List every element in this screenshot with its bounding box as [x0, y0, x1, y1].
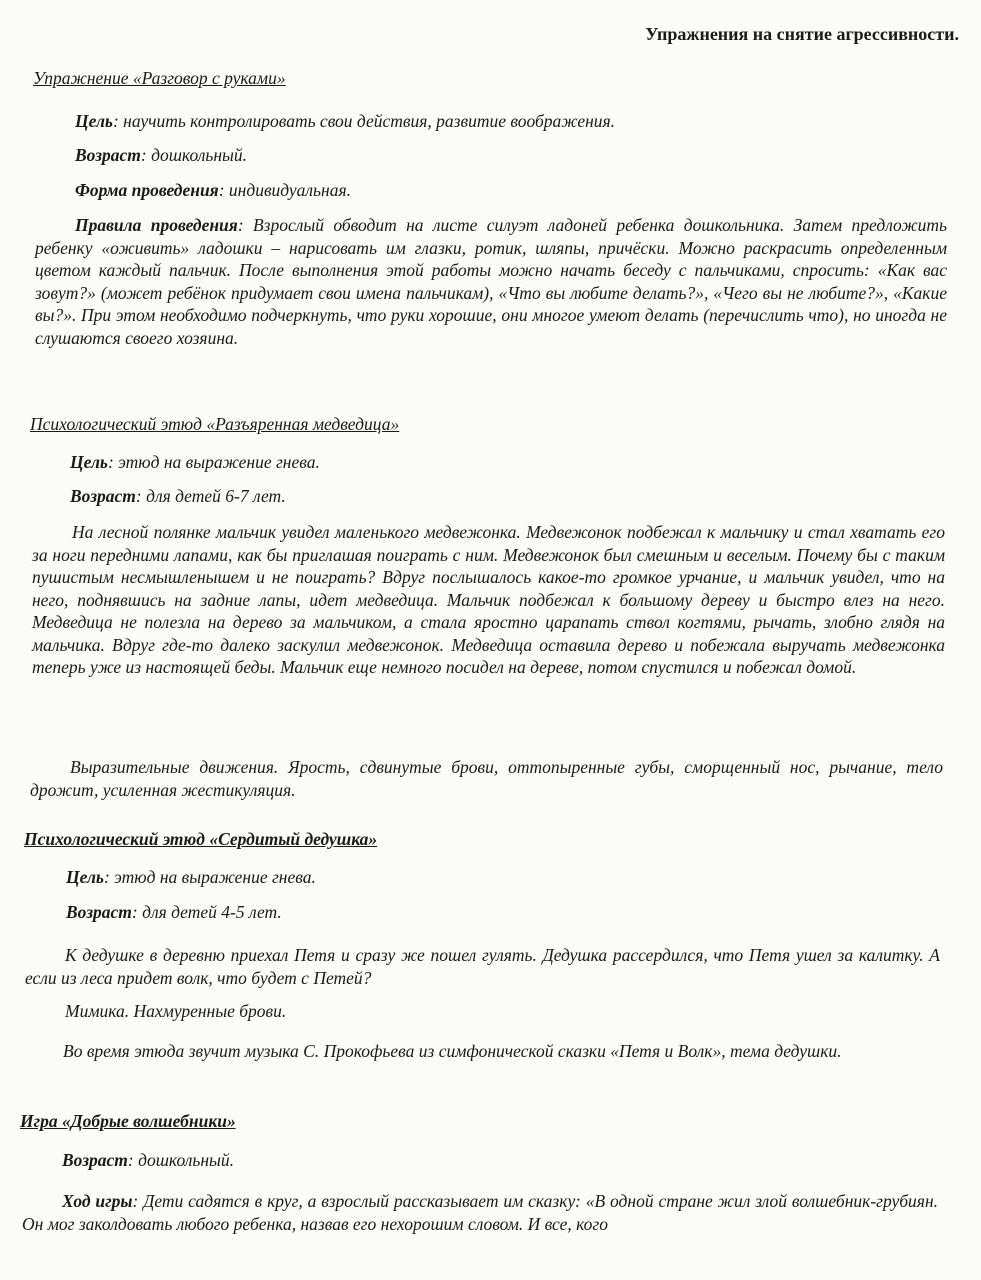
rules-text: : Взрослый обводит на листе силуэт ладоней ребенка дошкольника. Затем предложить ребенку «оживить» ладошки – нарисовать им глазки, ротик, шляпы, причёски. Можно раскрасить определенным цветом каждый пальчик. После выполнения этой работы можно начать беседу с пальчиками, спросить: «Как вас зовут?» (может ребёнок придумает свои имена пальчикам), «Что вы любите делать?», «Чего вы не любите?», «Какие вы?». При этом необходимо подчеркнуть, что руки хорошие, они многое умеют делать (перечислить что), но иногда не слушаются своего хозяина. — [35, 215, 947, 348]
goal-line — [70, 451, 940, 474]
goal-label: Цель — [70, 452, 108, 472]
age-line — [75, 144, 945, 167]
story-paragraph: К дедушке в деревню приехал Петя и сразу же пошел гулять. Дедушка рассердился, что Петя ушел за калитку. А если из леса придет волк, что будет с Петей? — [25, 945, 940, 988]
goal-label: Цель — [75, 111, 113, 131]
section-heading-angry-bear: Психологический этюд «Разъяренная медведица» — [30, 414, 400, 434]
age-text: : дошкольный. — [140, 145, 248, 165]
goal-text: : этюд на выражение гнева. — [103, 867, 316, 887]
movements-paragraph: Выразительные движения. Ярость, сдвинутые брови, оттопыренные губы, сморщенный нос, рычание, тело дрожит, усиленная жестикуляция. — [30, 757, 943, 800]
form-label: Форма проведения — [75, 180, 219, 200]
story-paragraph: На лесной полянке мальчик увидел маленького медвежонка. Медвежонок подбежал к мальчику и стал хватать его за ноги передними лапами, как бы приглашая поиграть с ним. Медвежонок был смешным и веселым. Почему бы с таким пушистым несмышленышем и не поиграть? Вдруг послышалось какое-то громкое урчание, и мальчик увидел, что на него, поднявшись на задние лапы, идет медведица. Мальчик подбежал к большому дереву и быстро влез на него. Медведица не полезла на дерево за мальчиком, а стала яростно царапать ствол когтями, рычать, злобно глядя на мальчика. Вдруг где-то далеко заскулил медвежонок. Медведица оставила дерево и побежала выручать медвежонка теперь уже из настоящей беды. Мальчик еще немного посидел на дереве, потом спустился и побежал домой. — [32, 522, 945, 677]
age-text: : дошкольный. — [127, 1150, 235, 1170]
section-heading-good-wizards: Игра «Добрые волшебники» — [20, 1111, 236, 1131]
form-text: : индивидуальная. — [218, 180, 351, 200]
age-label: Возраст — [75, 145, 141, 165]
age-line — [66, 901, 936, 924]
age-line — [70, 485, 940, 508]
form-line — [75, 179, 945, 202]
document-title: Упражнения на снятие агрессивности. — [645, 24, 959, 44]
goal-line — [75, 110, 945, 133]
rules-paragraph — [35, 214, 947, 349]
age-text: : для детей 6-7 лет. — [135, 486, 286, 506]
age-label: Возраст — [66, 902, 132, 922]
course-text: : Дети садятся в круг, а взрослый рассказывает им сказку: «В одной стране жил злой волшебник-грубиян. Он мог заколдовать любого ребенка, назвав его нехорошим словом. И все, кого — [22, 1191, 939, 1234]
course-label: Ход игры — [62, 1191, 133, 1211]
goal-line — [66, 866, 936, 889]
section-heading-talk-with-hands: Упражнение «Разговор с руками» — [33, 68, 286, 88]
mimicry-paragraph: Мимика. Нахмуренные брови. — [65, 1001, 287, 1021]
age-label: Возраст — [62, 1150, 128, 1170]
rules-label: Правила проведения — [75, 215, 238, 235]
game-course-paragraph — [22, 1190, 938, 1235]
goal-text: : научить контролировать свои действия, развитие воображения. — [112, 111, 616, 131]
age-line — [62, 1149, 932, 1172]
goal-text: : этюд на выражение гнева. — [107, 452, 320, 472]
age-label: Возраст — [70, 486, 136, 506]
goal-label: Цель — [66, 867, 104, 887]
age-text: : для детей 4-5 лет. — [131, 902, 282, 922]
section-heading-angry-grandpa: Психологический этюд «Сердитый дедушка» — [24, 829, 378, 849]
music-paragraph: Во время этюда звучит музыка С. Прокофьева из симфонической сказки «Петя и Волк», тема дедушки. — [63, 1041, 842, 1061]
